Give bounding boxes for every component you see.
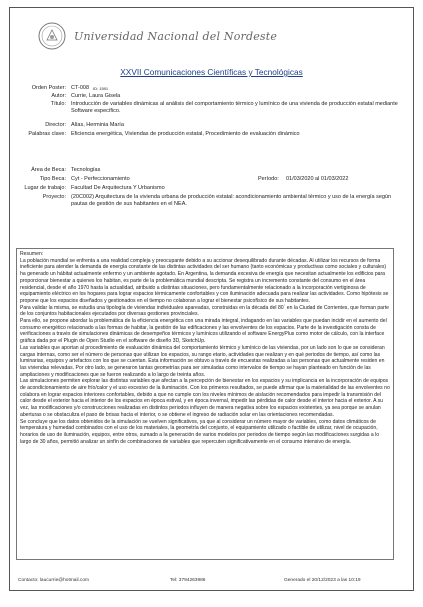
- summary-paragraph: Para validar la misma, se estudia una tipología de viviendas individuales apareadas, construidas en la década del 80´ en la Ciudad de Corrientes, que forman parte de los conjuntos habitacionales ejecutados por diversas gestiones provinciales.: [20, 304, 389, 318]
- summary-box: [16, 248, 394, 560]
- summary-heading: Resumen:: [20, 251, 44, 257]
- keywords-label: Palabras clave:: [28, 131, 66, 137]
- director-value: Alías, Herminia María: [71, 122, 124, 128]
- summary-paragraph: Las simulaciones permiten explorar las distintas variables que afectan a la percepción de bienestar en los espacios y su implicancia en la incorporación de equipos de acondicionamiento de aire frío/calor y el uso excesivo de la iluminación. Con los primeros resultados, se puede afirmar que la materialidad de las envolventes no colabora en lograr espacios interiores confortables, debido a que no cumple con los niveles mínimos de aislación recomendados para impedir la transmisión del calor desde el exterior hacia el interior de los espacios en época estival, y en época invernal, impedir las pérdidas de calor desde el interior hacia el exterior. A su vez, las modificaciones y/o construcciones realizadas en distintos periodos influyen de manera negativa sobre los espacios existentes, ya sea porque se anulan aberturas o se obstaculiza el paso de brisas hacia el interior, o se obtiene el ingreso de radiación solar en las orientaciones recomendadas.: [20, 378, 390, 418]
- project-label: Proyecto:: [42, 194, 66, 200]
- author-label: Autor:: [51, 93, 66, 99]
- summary-paragraph: La población mundial se enfrenta a una realidad compleja y preocupante debido a su accionar desequilibrado durante décadas. Al utilizar los recursos de forma ineficiente para atender la demanda de energía constante de las distintas actividades del ser humano (tanto económicas y productivas como sociales y culturales) ha generado un hábitat actualmente enfermo y un ambiente agotado. En Argentina, la demanda excesiva de energía que necesitan actualmente los edificios para proporcionar bienestar a quienes los habitan, es parte de la problemática mundial descripta. Se registra un incremento constante del consumo en el área residencial, desde el año 1970 hasta la actualidad, atribuido a distintas situaciones, pero fundamentalmente relacionado a la incorporación vertiginosa de equipamiento eléctrico en los hogares para lograr espacios térmicamente confortables y con iluminación adecuada para realizar las actividades. Como hipótesis se propone que los espacios diseñados y gestionados en el tiempo no colaboran a lograr el bienestar psicofísico de sus habitantes.: [20, 257, 389, 304]
- keywords-value: Eficiencia energética, Viviendas de producción estatal, Procedimiento de evaluación dinámico: [71, 131, 300, 137]
- summary-paragraph: Las variables que aportan al procedimiento de evaluación dinámica del comportamiento térmico y lumínico de las viviendas, por un lado son lo que se consideran cargas internas, como ser el número de personas que utilizan los espacios, su rango etario, actividades que realizan y en qué periodos de tiempo, así como las luminarias, equipos y artefactos con los que se cuentan. Esta información se obtuvo a través de encuestas realizadas a las personas que actualmente residen en las viviendas relevadas. Por otro lado, se generaron tantas geometrías para ser simuladas como intervalos de tiempo se hayan planteado en función de las ampliaciones y modificaciones que se fueron realizando a lo largo de treinta años.: [20, 344, 385, 378]
- poster-id: ID: 1591: [93, 86, 109, 91]
- event-title: XXVII Comunicaciones Científicas y Tecnológicas: [120, 67, 303, 77]
- summary-paragraph: Se concluye que los datos obtenidos de la simulación se vuelven significativos, ya que al considerar un número mayor de variables, como datos climáticos de temperatura y humedad combinados con el uso de los materiales, la geometría del conjunto, el equipamiento utilizado o factible de utilizar, nivel de ocupación, horarios de uso de iluminación, equipos, entre otros, sumado a la generación de varios modelos por periodos de tiempo según las modificaciones surgidas a lo largo de 30 años, permitió analizar un sinfín de combinaciones de variables que repercuten significativamente en el consumo intensivo de energía.: [20, 418, 380, 445]
- place-value: Facultad De Arquitectura Y Urbanismo: [71, 185, 165, 191]
- project-value: (20C002) Arquitectura de la vivienda urbana de producción estatal: acondicionamiento ambiental térmico y uso de la energía según pautas de gestión de sus habitantes en el NEA.: [71, 194, 392, 207]
- generated-timestamp: Generado el 20/12/2023 a las 10:19: [284, 578, 361, 583]
- type-value: Cyt - Perfeccionamiento: [71, 176, 130, 182]
- place-label: Lugar de trabajo:: [24, 185, 66, 191]
- area-label: Área de Beca:: [31, 167, 66, 173]
- summary-paragraph: Para ello, se propone abordar la problemática de la eficiencia energética con una mirada integral, indagando en las variables que puedan incidir en el aumento del consumo energético relacionado a las formas de habitar, la gestión de las edificaciones y las envolventes de los espacios. Parte de la investigación consta de verificaciones a través de simulaciones dinámicas de desempeños térmicos y lumínicos utilizando el software EnergyPlus como motor de cálculo, con la interface gráfica dada por el Plugin de Open Studio en el software de diseño 3D, SketchUp.: [20, 318, 387, 345]
- order-value: CT-008: [71, 85, 90, 91]
- period-value: 01/03/2020 al 01/03/2022: [286, 176, 349, 182]
- area-value: Tecnologías: [71, 167, 101, 173]
- period-label: Período:: [258, 176, 279, 182]
- author-value: Currie, Laura Gisela: [71, 93, 121, 99]
- university-seal-icon: [38, 22, 66, 50]
- document-page: [9, 7, 414, 591]
- title-value: Introducción de variables dinámicas al análisis del comportamiento térmico y lumínico de una vivienda de producción estatal mediante Software específico.: [71, 101, 398, 114]
- university-name: Universidad Nacional del Nordeste: [74, 29, 278, 43]
- title-label: Título:: [50, 101, 66, 107]
- page-header: [10, 8, 413, 64]
- contact-phone: Tel: 3794263986: [170, 578, 206, 583]
- type-label: Tipo Beca:: [39, 176, 66, 182]
- order-label: Orden Poster:: [31, 85, 66, 91]
- contact-email: Contacto: laucurrie@hotmail.com: [18, 578, 89, 583]
- director-label: Director:: [45, 122, 66, 128]
- university-logo: [38, 22, 277, 50]
